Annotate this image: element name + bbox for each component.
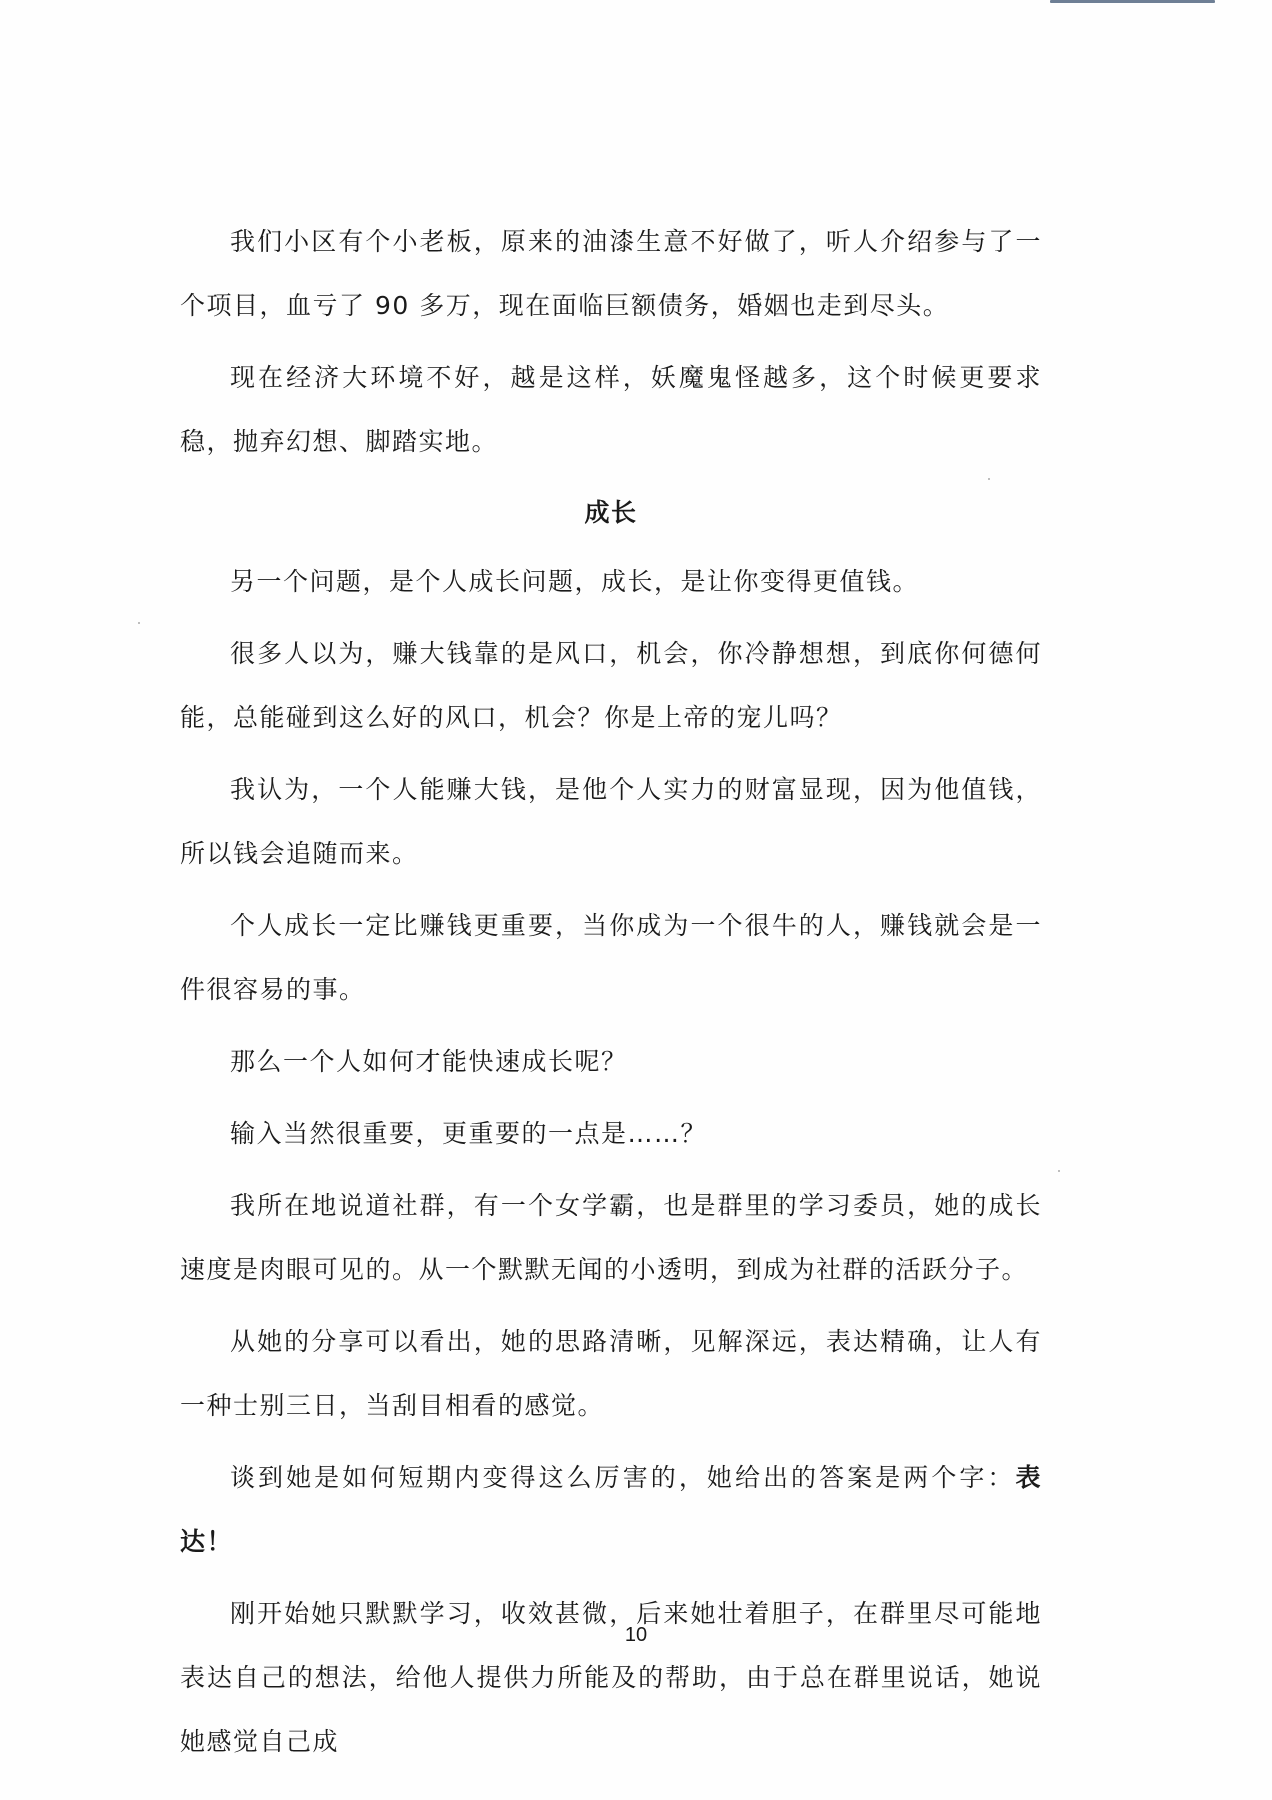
paragraph: 我所在地说道社群，有一个女学霸，也是群里的学习委员，她的成长速度是肉眼可见的。从一个默默无闻的小透明，到成为社群的活跃分子。 <box>180 1191 1042 1284</box>
scan-speck <box>138 622 140 624</box>
answer-emphasis: 表达！ <box>180 1463 1042 1556</box>
paragraph: 输入当然很重要，更重要的一点是……？ <box>230 1119 708 1148</box>
answer-paragraph <box>180 1446 1042 1574</box>
answer-text: 谈到她是如何短期内变得这么厉害的，她给出的答案是两个字： <box>230 1463 1016 1492</box>
paragraph: 另一个问题，是个人成长问题，成长，是让你变得更值钱。 <box>230 567 920 596</box>
page-number: 10 <box>624 1624 648 1646</box>
section-heading: 成长 <box>584 498 638 527</box>
paragraph: 刚开始她只默默学习，收效甚微，后来她壮着胆子，在群里尽可能地表达自己的想法，给他人提供力所能及的帮助，由于总在群里说话，她说她感觉自己成 <box>180 1599 1042 1756</box>
paragraph: 那么一个人如何才能快速成长呢？ <box>230 1047 628 1076</box>
paragraph: 我认为，一个人能赚大钱，是他个人实力的财富显现，因为他值钱，所以钱会追随而来。 <box>180 775 1042 868</box>
paragraph: 个人成长一定比赚钱更重要，当你成为一个很牛的人，赚钱就会是一件很容易的事。 <box>180 911 1042 1004</box>
scan-edge-mark <box>1050 0 1215 3</box>
scan-speck <box>1058 1170 1060 1172</box>
paragraph: 我们小区有个小老板，原来的油漆生意不好做了，听人介绍参与了一个项目，血亏了 90 多万，现在面临巨额债务，婚姻也走到尽头。 <box>180 227 1042 320</box>
paragraph: 现在经济大环境不好，越是这样，妖魔鬼怪越多，这个时候更要求稳，抛弃幻想、脚踏实地。 <box>180 363 1042 456</box>
paragraph: 很多人以为，赚大钱靠的是风口，机会，你冷静想想，到底你何德何能，总能碰到这么好的风口，机会？你是上帝的宠儿吗？ <box>180 639 1042 732</box>
document-body <box>180 210 1042 1782</box>
paragraph: 从她的分享可以看出，她的思路清晰，见解深远，表达精确，让人有一种士别三日，当刮目相看的感觉。 <box>180 1327 1042 1420</box>
